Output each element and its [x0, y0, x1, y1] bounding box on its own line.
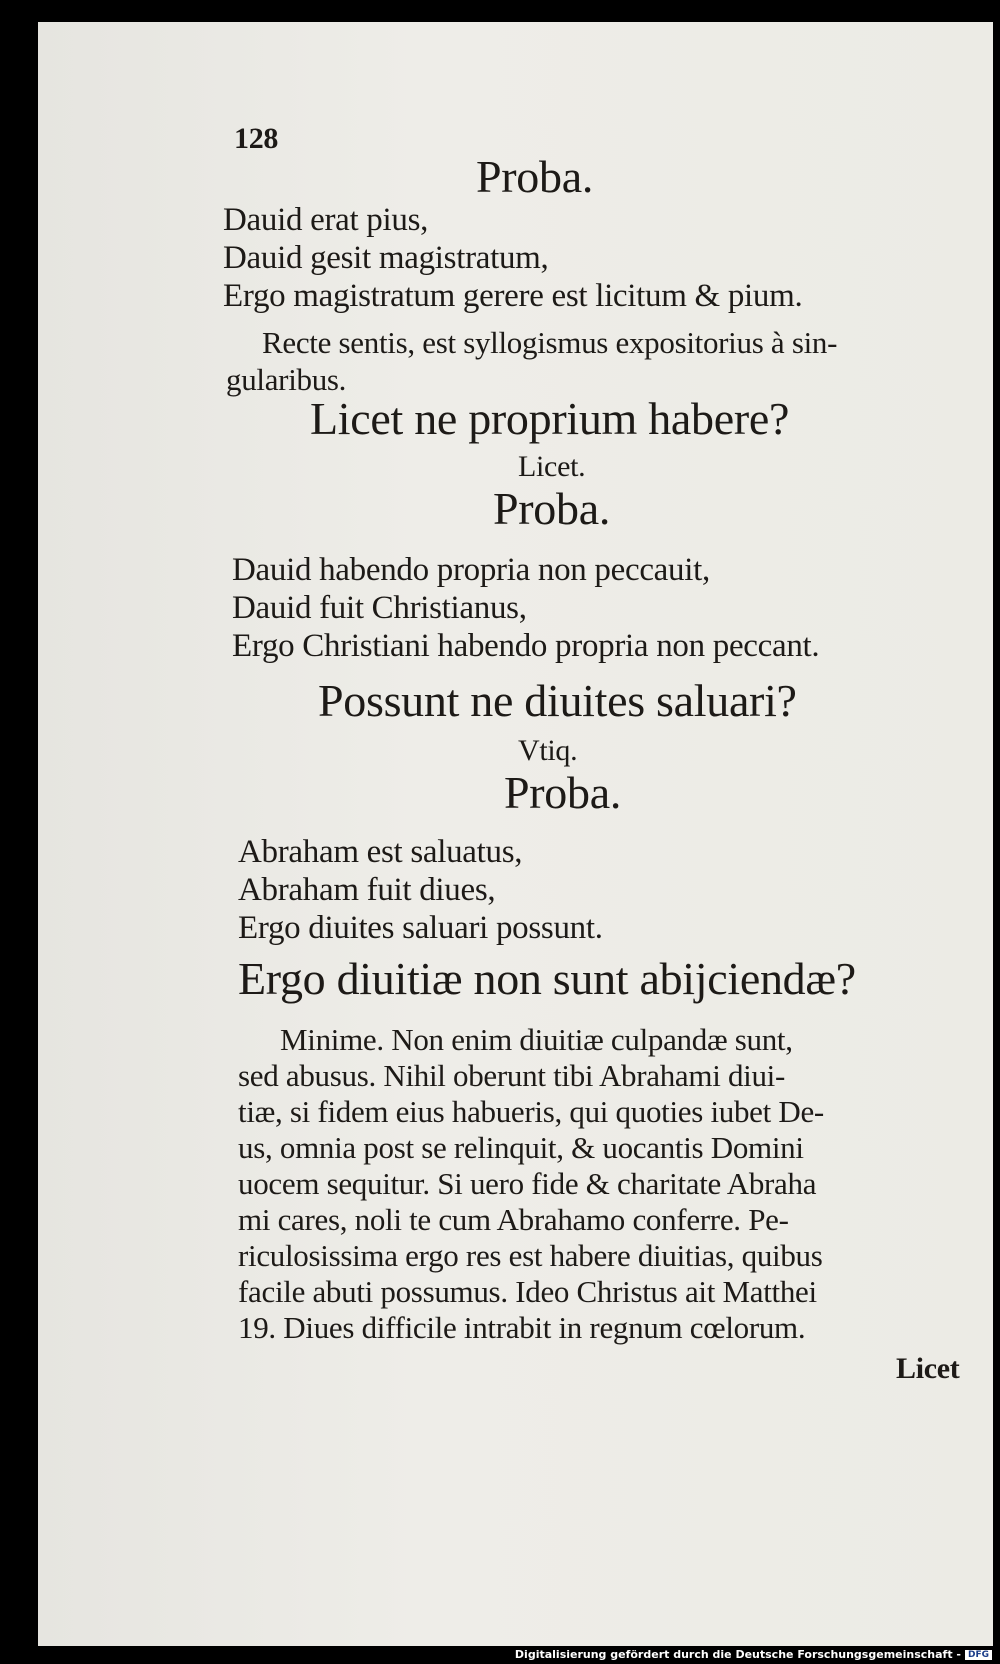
answer-text: Vtiq.: [518, 734, 578, 767]
book-page: [38, 22, 993, 1646]
heading-proba-3: Proba.: [504, 767, 622, 818]
paragraph-line: tiæ, si fidem eius habueris, qui quoties iubet De-: [238, 1094, 824, 1129]
paragraph-line: gularibus.: [226, 362, 347, 397]
syllogism-line: Dauid habendo propria non peccauit,: [232, 552, 710, 588]
syllogism-line: Ergo diuites saluari possunt.: [238, 910, 603, 946]
syllogism-line: Ergo Christiani habendo propria non peccant.: [232, 628, 820, 664]
question-heading: Possunt ne diuites saluari?: [318, 675, 797, 726]
footer-text: Digitalisierung gefördert durch die Deutsche Forschungsgemeinschaft -: [514, 1648, 961, 1661]
paragraph-line: Recte sentis, est syllogismus expositorius à sin-: [262, 325, 838, 360]
heading-proba-2: Proba.: [493, 483, 611, 534]
paragraph-line: 19. Diues difficile intrabit in regnum cœlorum.: [238, 1310, 806, 1345]
paragraph-line: sed abusus. Nihil oberunt tibi Abrahami diui-: [238, 1058, 786, 1093]
syllogism-line: Ergo magistratum gerere est licitum & pium.: [223, 278, 803, 314]
syllogism-line: Abraham est saluatus,: [238, 834, 523, 870]
syllogism-line: Dauid erat pius,: [223, 202, 429, 238]
paragraph-line: mi cares, noli te cum Abrahamo conferre. Pe-: [238, 1202, 789, 1237]
heading-proba-1: Proba.: [476, 151, 594, 202]
paragraph-line: facile abuti possumus. Ideo Christus ait Matthei: [238, 1274, 817, 1309]
syllogism-line: Dauid fuit Christianus,: [232, 590, 527, 626]
catchword: Licet: [896, 1352, 960, 1385]
question-heading: Ergo diuitiæ non sunt abijciendæ?: [238, 953, 856, 1004]
dfg-logo-icon: DFG: [965, 1650, 992, 1660]
paragraph-line: riculosissima ergo res est habere diuitias, quibus: [238, 1238, 823, 1273]
syllogism-line: Dauid gesit magistratum,: [223, 240, 549, 276]
answer-text: Licet.: [518, 450, 586, 483]
question-heading: Licet ne proprium habere?: [310, 393, 790, 444]
paragraph-line: us, omnia post se relinquit, & uocantis Domini: [238, 1130, 804, 1165]
paragraph-line: uocem sequitur. Si uero fide & charitate Abraha: [238, 1166, 817, 1201]
digitization-footer: [515, 1648, 992, 1661]
page-number: 128: [234, 122, 279, 155]
paragraph-line: Minime. Non enim diuitiæ culpandæ sunt,: [280, 1022, 793, 1057]
syllogism-line: Abraham fuit diues,: [238, 872, 496, 908]
